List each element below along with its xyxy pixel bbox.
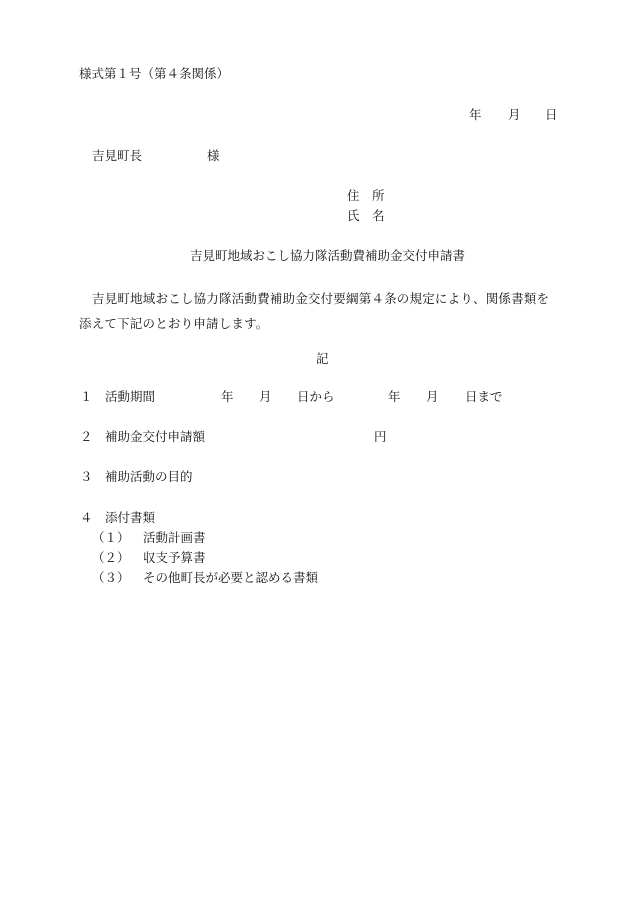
attachment-2-number: （２）: [92, 550, 130, 565]
document-title: 吉見町地域おこし協力隊活動費補助金交付申請書: [190, 248, 466, 263]
attachment-2-text: 収支予算書: [143, 550, 206, 565]
addressee-honorific: 様: [207, 148, 220, 163]
date-day: 日: [545, 107, 558, 122]
item-period-label: 活動期間: [105, 389, 156, 404]
ki-label: 記: [316, 351, 329, 366]
body-text: 吉見町地域おこし協力隊活動費補助金交付要綱第４条の規定により、関係書類を添えて下記のとおり申請します。: [79, 291, 550, 331]
attachment-1-number: （１）: [92, 530, 130, 545]
item-purpose-label: 補助活動の目的: [105, 469, 193, 484]
applicant-name-label: 氏 名: [347, 208, 385, 223]
item-period-day-from: 日から: [297, 389, 335, 404]
form-number: 様式第１号（第４条関係）: [79, 66, 230, 81]
date-month: 月: [508, 107, 521, 122]
item-attachments-label: 添付書類: [105, 510, 156, 525]
item-period-month1: 月: [259, 389, 272, 404]
addressee-name: 吉見町長: [92, 148, 143, 163]
item-period-year2: 年: [388, 389, 401, 404]
item-amount-unit: 円: [374, 429, 387, 444]
item-amount-number: ２: [80, 429, 93, 444]
attachment-3-text: その他町長が必要と認める書類: [143, 570, 319, 585]
item-period-month2: 月: [426, 389, 439, 404]
item-period-year1: 年: [221, 389, 234, 404]
item-period-day-to: 日まで: [465, 389, 503, 404]
item-amount-label: 補助金交付申請額: [105, 429, 206, 444]
item-attachments-number: ４: [80, 510, 93, 525]
date-year: 年: [469, 107, 482, 122]
item-period-number: １: [80, 389, 93, 404]
item-purpose-number: ３: [80, 469, 93, 484]
applicant-address-label: 住 所: [347, 188, 385, 203]
attachment-1-text: 活動計画書: [143, 530, 206, 545]
attachment-3-number: （３）: [92, 570, 130, 585]
